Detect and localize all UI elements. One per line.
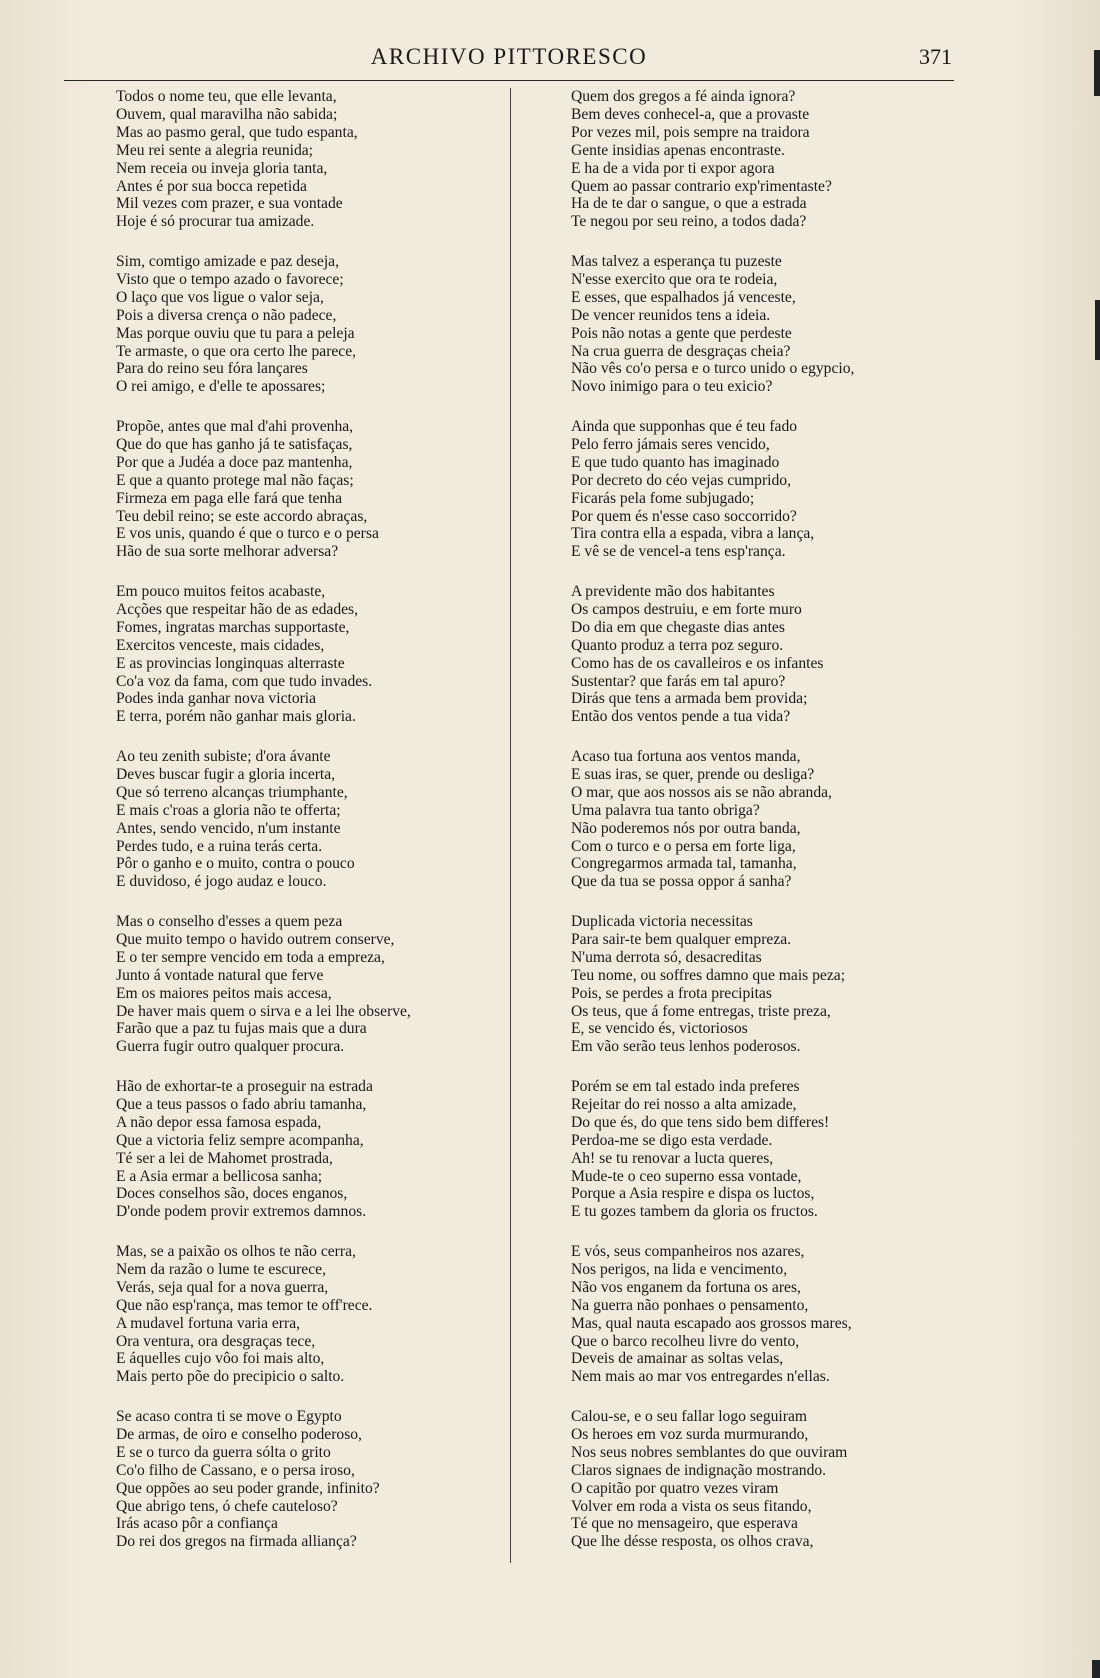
verse-line: Que abrigo tens, ó chefe cauteloso? bbox=[116, 1497, 338, 1515]
verse-line: Visto que o tempo azado o favorece; bbox=[116, 270, 344, 288]
stanza bbox=[571, 748, 971, 913]
verse-line: Não vos enganem da fortuna os ares, bbox=[571, 1278, 801, 1296]
verse-line: Ouvem, qual maravilha não sabida; bbox=[116, 105, 338, 123]
column-divider bbox=[510, 88, 511, 1563]
verse-line: Mil vezes com prazer, e sua vontade bbox=[116, 195, 343, 213]
verse-line: Na crua guerra de desgraças cheia? bbox=[571, 342, 791, 360]
verse-line: Os teus, que á fome entregas, triste preza, bbox=[571, 1002, 831, 1020]
verse-line: Que não esp'rança, mas temor te off'rece. bbox=[116, 1296, 373, 1314]
verse-line: Mas porque ouviu que tu para a peleja bbox=[116, 324, 355, 342]
verse-line: Antes, sendo vencido, n'um instante bbox=[116, 819, 341, 837]
verse-line: Que a victoria feliz sempre acompanha, bbox=[116, 1131, 364, 1149]
verse-line: Mas o conselho d'esses a quem peza bbox=[116, 913, 343, 930]
verse-line: Quem dos gregos a fé ainda ignora? bbox=[571, 88, 796, 105]
running-header bbox=[64, 44, 954, 81]
verse-line: Verás, seja qual for a nova guerra, bbox=[116, 1278, 329, 1296]
verse-line: Mas, se a paixão os olhos te não cerra, bbox=[116, 1243, 356, 1260]
verse-line: Os campos destruiu, e em forte muro bbox=[571, 600, 802, 618]
verse-line: Quem ao passar contrario exp'rimentaste? bbox=[571, 177, 832, 195]
stanza bbox=[116, 1408, 501, 1573]
verse-line: Ficarás pela fome subjugado; bbox=[571, 489, 755, 507]
verse-line: Mas ao pasmo geral, que tudo espanta, bbox=[116, 123, 358, 141]
verse-line: Meu rei sente a alegria reunida; bbox=[116, 141, 313, 159]
verse-line: Nem mais ao mar vos entregardes n'ellas. bbox=[571, 1368, 830, 1386]
journal-title: ARCHIVO PITTORESCO bbox=[370, 44, 648, 69]
verse-line: Sim, comtigo amizade e paz deseja, bbox=[116, 253, 339, 270]
verse-line: Para sair-te bem qualquer empreza. bbox=[571, 930, 792, 948]
verse-line: Não poderemos nós por outra banda, bbox=[571, 819, 801, 837]
verse-line: O mar, que aos nossos ais se não abranda, bbox=[571, 783, 832, 801]
verse-line: Tira contra ella a espada, vibra a lança, bbox=[571, 525, 815, 543]
verse-line: Que oppões ao seu poder grande, infinito? bbox=[116, 1479, 380, 1497]
verse-line: Pois a diversa crença o não padece, bbox=[116, 306, 337, 324]
verse-line: Te negou por seu reino, a todos dada? bbox=[571, 213, 807, 231]
verse-line: Com o turco e o persa em forte liga, bbox=[571, 837, 796, 855]
verse-line: Bem deves conhecel-a, que a provaste bbox=[571, 105, 810, 123]
stanza bbox=[571, 913, 971, 1078]
verse-line: E a Asia ermar a bellicosa sanha; bbox=[116, 1167, 323, 1185]
verse-line: Novo inimigo para o teu exicio? bbox=[571, 378, 773, 396]
verse-line: Irás acaso pôr a confiança bbox=[116, 1515, 278, 1533]
stanza bbox=[116, 748, 501, 913]
verse-line: Pois, se perdes a frota precipitas bbox=[571, 984, 772, 1002]
verse-line: Co'a voz da fama, com que tudo invades. bbox=[116, 672, 373, 690]
verse-line: Mais perto põe do precipicio o salto. bbox=[116, 1368, 345, 1386]
verse-line: E mais c'roas a gloria não te offerta; bbox=[116, 801, 341, 819]
verse-line: Volver em roda a vista os seus fitando, bbox=[571, 1497, 812, 1515]
verse-line: Perdoa-me se digo esta verdade. bbox=[571, 1131, 773, 1149]
verse-line: E vê se de vencel-a tens esp'rança. bbox=[571, 543, 786, 561]
verse-line: Do que és, do que tens sido bem differes! bbox=[571, 1113, 830, 1131]
verse-line: Os heroes em voz surda murmurando, bbox=[571, 1425, 809, 1443]
verse-line: E que a quanto protege mal não faças; bbox=[116, 471, 354, 489]
verse-line: Hão de exhortar-te a proseguir na estrada bbox=[116, 1078, 373, 1095]
verse-line: Todos o nome teu, que elle levanta, bbox=[116, 88, 337, 105]
verse-line: Hoje é só procurar tua amizade. bbox=[116, 213, 315, 231]
verse-line: Sustentar? que farás em tal apuro? bbox=[571, 672, 786, 690]
verse-line: Gente insidias apenas encontraste. bbox=[571, 141, 785, 159]
verse-line: Nem da razão o lume te escurece, bbox=[116, 1260, 326, 1278]
verse-line: N'uma derrota só, desacreditas bbox=[571, 948, 762, 966]
verse-line: Doces conselhos são, doces enganos, bbox=[116, 1185, 348, 1203]
verse-line: Em os maiores peitos mais accesa, bbox=[116, 984, 332, 1002]
stanza bbox=[116, 913, 501, 1078]
verse-line: E, se vencido és, victoriosos bbox=[571, 1020, 748, 1038]
verse-line: Duplicada victoria necessitas bbox=[571, 913, 753, 930]
verse-line: Ainda que supponhas que é teu fado bbox=[571, 418, 798, 435]
verse-line: Mas talvez a esperança tu puzeste bbox=[571, 253, 782, 270]
verse-line: Nem receia ou inveja gloria tanta, bbox=[116, 159, 328, 177]
verse-line: N'esse exercito que ora te rodeia, bbox=[571, 270, 778, 288]
verse-line: Se acaso contra ti se move o Egypto bbox=[116, 1408, 342, 1425]
verse-line: Pois não notas a gente que perdeste bbox=[571, 324, 792, 342]
verse-line: Do dia em que chegaste dias antes bbox=[571, 618, 785, 636]
verse-line: E duvidoso, é jogo audaz e louco. bbox=[116, 873, 327, 891]
verse-line: O laço que vos ligue o valor seja, bbox=[116, 288, 324, 306]
verse-line: Ora ventura, ora desgraças tece, bbox=[116, 1332, 316, 1350]
verse-line: Rejeitar do rei nosso a alta amizade, bbox=[571, 1095, 797, 1113]
verse-line: Farão que a paz tu fujas mais que a dura bbox=[116, 1020, 367, 1038]
verse-line: Antes é por sua bocca repetida bbox=[116, 177, 307, 195]
verse-line: Pôr o ganho e o muito, contra o pouco bbox=[116, 855, 355, 873]
stanza bbox=[571, 1243, 971, 1408]
verse-line: Para do reino seu fóra lançares bbox=[116, 360, 308, 378]
verse-line: Ao teu zenith subiste; d'ora ávante bbox=[116, 748, 331, 765]
verse-line: Em vão serão teus lenhos poderosos. bbox=[571, 1038, 801, 1056]
verse-line: Na guerra não ponhaes o pensamento, bbox=[571, 1296, 809, 1314]
stanza bbox=[571, 583, 971, 748]
verse-line: Claros signaes de indignação mostrando. bbox=[571, 1461, 827, 1479]
margin-mark bbox=[1094, 50, 1100, 96]
verse-line: Exercitos venceste, mais cidades, bbox=[116, 636, 325, 654]
verse-line: Junto á vontade natural que ferve bbox=[116, 966, 324, 984]
verse-line: Que lhe désse resposta, os olhos crava, bbox=[571, 1533, 814, 1551]
verse-line: Nos seus nobres semblantes do que ouviram bbox=[571, 1443, 848, 1461]
verse-line: Porque a Asia respire e dispa os luctos, bbox=[571, 1185, 815, 1203]
verse-line: E ha de a vida por ti expor agora bbox=[571, 159, 775, 177]
verse-line: E terra, porém não ganhar mais gloria. bbox=[116, 708, 356, 726]
verse-line: E vos unis, quando é que o turco e o persa bbox=[116, 525, 379, 543]
verse-line: Propõe, antes que mal d'ahi provenha, bbox=[116, 418, 354, 435]
verse-line: E esses, que espalhados já venceste, bbox=[571, 288, 796, 306]
verse-line: E tu gozes tambem da gloria os fructos. bbox=[571, 1203, 818, 1221]
verse-line: Quanto produz a terra poz seguro. bbox=[571, 636, 784, 654]
stanza bbox=[571, 1078, 971, 1243]
verse-line: Uma palavra tua tanto obriga? bbox=[571, 801, 760, 819]
verse-line: Mude-te o ceo superno essa vontade, bbox=[571, 1167, 802, 1185]
verse-line: De haver mais quem o sirva e a lei lhe observe, bbox=[116, 1002, 411, 1020]
verse-line: O capitão por quatro vezes viram bbox=[571, 1479, 779, 1497]
verse-line: Deveis de amainar as soltas velas, bbox=[571, 1350, 784, 1368]
verse-line: Que o barco recolheu livre do vento, bbox=[571, 1332, 800, 1350]
verse-line: Calou-se, e o seu fallar logo seguiram bbox=[571, 1408, 808, 1425]
verse-line: De armas, de oiro e conselho poderoso, bbox=[116, 1425, 362, 1443]
verse-line: A mudavel fortuna varia erra, bbox=[116, 1314, 301, 1332]
stanza bbox=[116, 583, 501, 748]
stanza bbox=[571, 418, 971, 583]
verse-line: Que muito tempo o havido outrem conserve, bbox=[116, 930, 395, 948]
verse-line: Não vês co'o persa e o turco unido o egypcio, bbox=[571, 360, 855, 378]
verse-line: Pelo ferro jámais seres vencido, bbox=[571, 435, 770, 453]
verse-line: Por que a Judéa a doce paz mantenha, bbox=[116, 453, 353, 471]
verse-line: Por vezes mil, pois sempre na traidora bbox=[571, 123, 810, 141]
verse-line: Té ser a lei de Mahomet prostrada, bbox=[116, 1149, 333, 1167]
verse-line: E que tudo quanto has imaginado bbox=[571, 453, 780, 471]
verse-line: Te armaste, o que ora certo lhe parece, bbox=[116, 342, 357, 360]
right-column bbox=[571, 88, 971, 1573]
stanza bbox=[116, 253, 501, 418]
verse-line: O rei amigo, e d'elle te apossares; bbox=[116, 378, 326, 396]
verse-line: Ah! se tu renovar a lucta queres, bbox=[571, 1149, 774, 1167]
left-column bbox=[116, 88, 501, 1573]
margin-mark bbox=[1092, 1660, 1100, 1678]
verse-line: Em pouco muitos feitos acabaste, bbox=[116, 583, 326, 600]
verse-line: Fomes, ingratas marchas supportaste, bbox=[116, 618, 350, 636]
verse-line: E áquelles cujo vôo foi mais alto, bbox=[116, 1350, 325, 1368]
verse-line: De vencer reunidos tens a ideia. bbox=[571, 306, 771, 324]
verse-line: Teu debil reino; se este accordo abraças, bbox=[116, 507, 368, 525]
verse-line: Porém se em tal estado inda preferes bbox=[571, 1078, 800, 1095]
verse-line: Hão de sua sorte melhorar adversa? bbox=[116, 543, 339, 561]
verse-line: Que só terreno alcanças triumphante, bbox=[116, 783, 348, 801]
verse-line: Acaso tua fortuna aos ventos manda, bbox=[571, 748, 801, 765]
stanza bbox=[571, 253, 971, 418]
verse-line: Firmeza em paga elle fará que tenha bbox=[116, 489, 342, 507]
verse-line: Acções que respeitar hão de as edades, bbox=[116, 600, 359, 618]
verse-line: Que da tua se possa oppor á sanha? bbox=[571, 873, 792, 891]
verse-line: Deves buscar fugir a gloria incerta, bbox=[116, 765, 336, 783]
margin-mark bbox=[1095, 300, 1100, 360]
verse-line: Que do que has ganho já te satisfaças, bbox=[116, 435, 353, 453]
verse-line: Dirás que tens a armada bem provida; bbox=[571, 690, 808, 708]
verse-line: Perdes tudo, e a ruina terás certa. bbox=[116, 837, 323, 855]
verse-line: Por quem és n'esse caso soccorrido? bbox=[571, 507, 797, 525]
verse-line: Té que no mensageiro, que esperava bbox=[571, 1515, 798, 1533]
verse-line: E se o turco da guerra sólta o grito bbox=[116, 1443, 331, 1461]
verse-line: Podes inda ganhar nova victoria bbox=[116, 690, 317, 708]
verse-line: A previdente mão dos habitantes bbox=[571, 583, 775, 600]
verse-line: Do rei dos gregos na firmada alliança? bbox=[116, 1533, 357, 1551]
verse-line: Congregarmos armada tal, tamanha, bbox=[571, 855, 797, 873]
verse-line: E vós, seus companheiros nos azares, bbox=[571, 1243, 805, 1260]
verse-line: D'onde podem provir extremos damnos. bbox=[116, 1203, 367, 1221]
stanza bbox=[116, 1078, 501, 1243]
verse-line: Então dos ventos pende a tua vida? bbox=[571, 708, 791, 726]
verse-line: Teu nome, ou soffres damno que mais peza; bbox=[571, 966, 846, 984]
verse-line: Nos perigos, na lida e vencimento, bbox=[571, 1260, 788, 1278]
stanza bbox=[116, 1243, 501, 1408]
verse-line: E o ter sempre vencido em toda a empreza, bbox=[116, 948, 385, 966]
verse-line: Por decreto do céo vejas cumprido, bbox=[571, 471, 791, 489]
page-number: 371 bbox=[919, 44, 952, 69]
verse-line: Que a teus passos o fado abriu tamanha, bbox=[116, 1095, 367, 1113]
verse-line: E as provincias longinquas alterraste bbox=[116, 654, 345, 672]
verse-line: E suas iras, se quer, prende ou desliga? bbox=[571, 765, 815, 783]
verse-line: Como has de os cavalleiros e os infantes bbox=[571, 654, 824, 672]
stanza bbox=[116, 88, 501, 253]
verse-line: A não depor essa famosa espada, bbox=[116, 1113, 322, 1131]
stanza bbox=[571, 1408, 971, 1573]
stanza bbox=[116, 418, 501, 583]
verse-line: Ha de te dar o sangue, o que a estrada bbox=[571, 195, 807, 213]
verse-line: Guerra fugir outro qualquer procura. bbox=[116, 1038, 345, 1056]
verse-line: Co'o filho de Cassano, e o persa iroso, bbox=[116, 1461, 355, 1479]
verse-line: Mas, qual nauta escapado aos grossos mares, bbox=[571, 1314, 852, 1332]
stanza bbox=[571, 88, 971, 253]
